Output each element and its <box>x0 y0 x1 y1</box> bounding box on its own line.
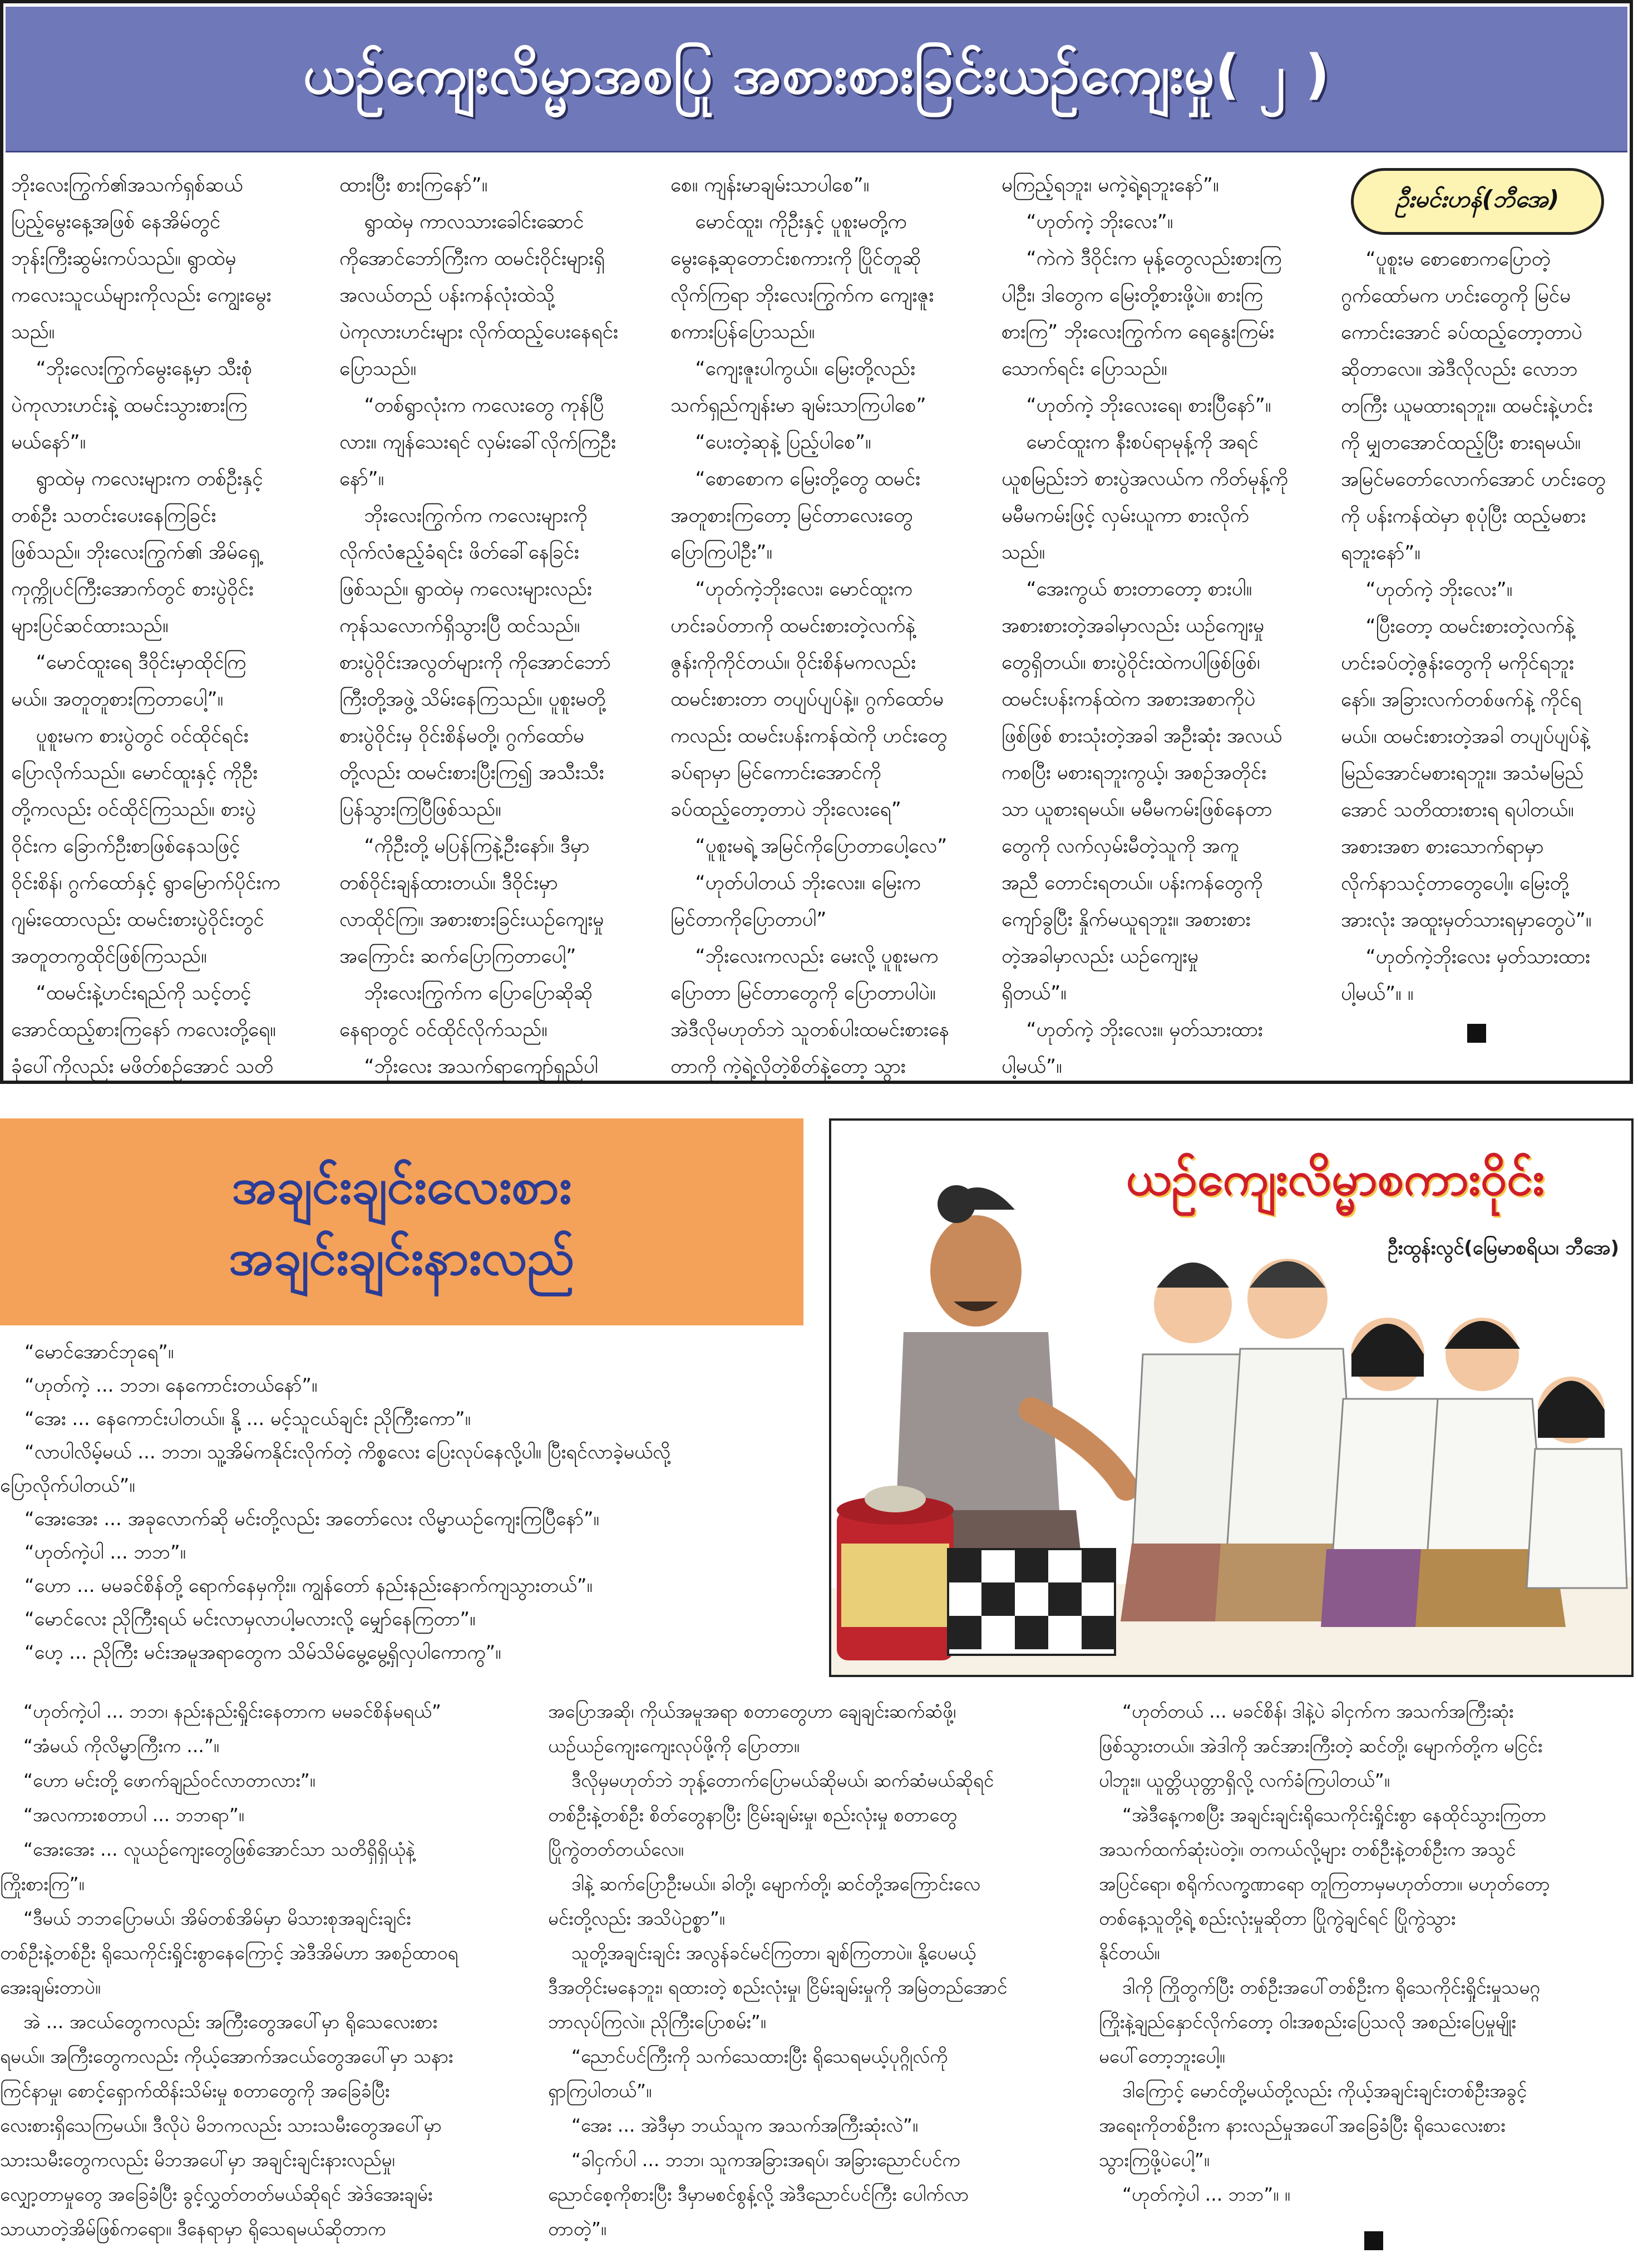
text-line: တစ်ဦးနဲ့တစ်ဦး ရိုသေကိုင်းရှိုင်းစွာနေကြောင့် အဲဒီအိမ်ဟာ အစဉ်ထာဝရ <box>0 1942 458 1964</box>
text-line: အေးချမ်းတာပဲ။ <box>0 1976 101 1998</box>
text-line: ဘိုးလေးကြွက်က ကလေးများကို <box>339 505 588 527</box>
top-article-column-2 <box>339 167 651 1085</box>
text-line: ပြည့်မွေးနေ့အဖြစ် နေအိမ်တွင် <box>11 211 221 233</box>
text-line: အလယ်တည် ပန်းကန်လုံးထဲသို့ <box>339 284 555 307</box>
text-line: လိုက်ကြရာ ဘိုးလေးကြွက်က ကျေးဇူး <box>670 284 934 307</box>
text-line: မယ်နော်”။ <box>11 431 86 453</box>
text-line: ပါဘူး။ ယူတ္တိယုတ္တာရှိလို့ လက်ခံကြပါတယ်”။ <box>1099 1769 1390 1791</box>
text-line: ဆိုတာလေ။ အဲဒီလိုလည်း လောဘ <box>1341 358 1578 381</box>
text-line: “ခါငှက်ပါ ... ဘဘ၊ သူကအခြားအရပ်၊ အခြားညောင်ပင်က <box>548 2149 960 2171</box>
text-line: “ဒီမယ် ဘဘပြောမယ်၊ အိမ်တစ်အိမ်မှာ မိသားစုအချင်းချင်း <box>0 1907 411 1929</box>
text-line: အစားစားတဲ့အခါမှာလည်း ယဉ်ကျေးမှု <box>1001 615 1265 637</box>
text-line: ဝိုင်းက ခြောက်ဦးစာဖြစ်နေသဖြင့် <box>11 835 240 857</box>
checkered-box <box>948 1549 1115 1655</box>
dialogue-line: “ဟေ့ ... ညိုကြီး မင်းအမူအရာတွေက သိမ်သိမ်မွေ့မွေ့ရှိလှပါကောကွ”။ <box>24 1641 501 1664</box>
text-line: လား။ ကျန်သေးရင် လှမ်းခေါ်လိုက်ကြဦး <box>339 431 616 453</box>
text-line: အတူစားကြတော့ မြင်တာလေးတွေ <box>670 505 913 527</box>
text-line: နော်”။ <box>339 468 384 490</box>
text-line: “ဟုတ်ကဲ့ ဘိုးလေးရေ၊ စားပြီနော်”။ <box>1001 395 1271 417</box>
illustration-byline: ဦးထွန်းလွင်(မြေမာစရိယ၊ ဘီအေ) <box>1387 1237 1619 1259</box>
text-line: မောင်ထူးက နီးစပ်ရာမုန့်ကို အရင် <box>1001 431 1259 453</box>
text-line: နေရာတွင် ဝင်ထိုင်လိုက်သည်။ <box>339 1019 547 1041</box>
text-line: ကုက္ကိုပင်ကြီးအောက်တွင် စားပွဲဝိုင်း <box>11 578 254 600</box>
text-line: ကုန်သလောက်ရှိသွားပြီ ထင်သည်။ <box>339 615 580 637</box>
text-line: လေးစားရှိသေကြမယ်။ ဒီလိုပဲ မိဘကလည်း သားသမီးတွေအပေါ်မှာ <box>0 2114 442 2136</box>
text-line: “ဟုတ်ကဲ့ဘိုးလေး မှတ်သားထား <box>1341 946 1590 968</box>
text-line: အောင်ထည့်စားကြနော် ကလေးတို့ရေ။ <box>11 1019 276 1041</box>
text-line: လာထိုင်ကြ။ အစားစားခြင်းယဉ်ကျေးမှု <box>339 909 604 931</box>
text-line: “ပေးတဲ့ဆုနဲ့ ပြည့်ပါစေ”။ <box>670 431 871 453</box>
dialogue-line: “ဟုတ်ကဲ့ ... ဘဘ၊ နေကောင်းတယ်နော်”။ <box>24 1374 318 1397</box>
text-line: ဒီအတိုင်းမနေဘူး၊ ရထားတဲ့ စည်းလုံးမှု၊ ငြိမ်းချမ်းမှုကို အမြဲတည်အောင် <box>548 1976 1008 1998</box>
text-line: အတူတကွထိုင်ဖြစ်ကြသည်။ <box>11 945 207 968</box>
text-line: အမြင်မတော်လောက်အောင် ဟင်းတွေ <box>1341 469 1606 491</box>
text-line: တကြီး ယူမထားရဘူး။ ထမင်းနဲ့ဟင်း <box>1341 395 1593 417</box>
text-line: ဖြစ်သွားတယ်။ အဲဒါကို အင်အားကြီးတဲ့ ဆင်တို့၊ မျောက်တို့က မငြင်း <box>1099 1735 1543 1757</box>
dialogue-line: “မောင်လေး ညိုကြီးရယ် မင်းလာမှလာပါ့မလားလို့ မျှော်နေကြတာ”။ <box>24 1608 476 1630</box>
text-line: တဲ့အခါမှာလည်း ယဉ်ကျေးမှု <box>1001 945 1199 968</box>
text-line: “အဲဒီနေ့ကစပြီး အချင်းချင်းရိုသေကိုင်းရှိုင်းစွာ နေထိုင်သွားကြတာ <box>1099 1804 1547 1826</box>
top-article-column-3 <box>670 167 982 1085</box>
text-line: ရှာကြပါတယ်”။ <box>548 2080 652 2102</box>
text-line: အစားအစာ စားသောက်ရာမှာ <box>1341 836 1544 858</box>
text-line: ဖြစ်သည်။ ဘိုးလေးကြွက်၏ အိမ်ရှေ့ <box>11 541 260 564</box>
text-line: ရွာထဲမှ ကလေးများက တစ်ဦးနှင့် <box>11 468 263 490</box>
text-line: ဘုန်းကြီးဆွမ်းကပ်သည်။ ရွာထဲမှ <box>11 248 236 270</box>
text-line: အပြောအဆို၊ ကိုယ်အမူအရာ စတာတွေဟာ ချေချင်းဆက်ဆံဖို့၊ <box>548 1700 956 1722</box>
text-line: “အံမယ် ကိုလိမ္မာကြီးက ...”။ <box>0 1735 219 1757</box>
text-line: “ထမင်းနဲ့ဟင်းရည်ကို သင့်တင့် <box>11 982 251 1004</box>
text-line: ကို ပန်းကန်ထဲမှာ စုပုံပြီး ထည့်မစား <box>1341 505 1586 527</box>
text-line: တစ်ဝိုင်းချန်ထားတယ်။ ဒီဝိုင်းမှာ <box>339 872 558 894</box>
text-line: များပြင်ဆင်ထားသည်။ <box>11 615 169 637</box>
text-line: မမီမကမ်းဖြင့် လှမ်းယူကာ စားလိုက် <box>1001 505 1249 527</box>
text-line: သူတို့အချင်းချင်း အလွန်ခင်မင်ကြတာ၊ ချစ်ကြတာပဲ။ နို့ပေမယ့် <box>548 1942 976 1964</box>
text-line: ဂွက်ထော်မက ဟင်းတွေကို မြင်မ <box>1341 285 1571 307</box>
bottom-title-line-2: အချင်းချင်းနားလည် <box>229 1229 575 1286</box>
text-line: မကြည့်ရဘူး၊ မကဲ့ရဲ့ရဘူးနော်”။ <box>1001 174 1219 196</box>
text-line: စေ။ ကျန်းမာချမ်းသာပါစေ”။ <box>670 174 870 196</box>
text-line: ညောင်စေ့ကိုစားပြီး ဒီမှာမစင်စွန့်လို့ အဲဒီညောင်ပင်ကြီး ပေါက်လာ <box>548 2183 969 2205</box>
text-line: တွေရှိတယ်။ စားပွဲဝိုင်းထဲကပါဖြစ်ဖြစ်၊ <box>1001 652 1260 674</box>
text-line: ကျော်ခွပြီး နှိုက်မယူရဘူး။ အစားစား <box>1001 909 1251 931</box>
text-line: ကြိုးနဲ့ချည်နှောင်လိုက်တော့ ဝါးအစည်းပြေသလို အစည်းပြေမှုမျိုး <box>1099 2011 1516 2033</box>
text-line: သာ ယူစားရမယ်။ မမီမကမ်းဖြစ်နေတာ <box>1001 798 1272 821</box>
text-line: စားပွဲဝိုင်းမှ ဝိုင်းစိန်မတို့၊ ဂွက်ထော်မ <box>339 725 584 747</box>
text-line: အကြောင်း ဆက်ပြောကြတာပေါ့” <box>339 945 576 968</box>
top-article-column-1 <box>11 167 323 1085</box>
text-line: “ကဲကဲ ဒီဝိုင်းက မုန့်တွေလည်းစားကြ <box>1001 248 1282 270</box>
text-line: “တစ်ရွာလုံးက ကလေးတွေ ကုန်ပြီ <box>339 395 604 417</box>
text-line: “စောစောက မြေးတို့တွေ ထမင်း <box>670 468 921 490</box>
top-article-column-5 <box>1341 241 1614 1012</box>
text-line: ကြိုးစားကြ”။ <box>0 1873 85 1895</box>
text-line: “ညောင်ပင်ကြီးကို သက်သေထားပြီး ရိုသေရမယ့်ပုဂ္ဂိုလ်ကို <box>548 2045 948 2067</box>
text-line: ပြောတာ မြင်တာတွေကို ပြောတာပါပဲ။ <box>670 982 936 1004</box>
text-line: ကိုအောင်ဘော်ကြီးက ထမင်းဝိုင်းများရှိ <box>339 248 605 270</box>
text-line: မွေးနေ့ဆုတောင်းစကားကို ပြိုင်တူဆို <box>670 248 921 270</box>
text-line: “ဘိုးလေးကြွက်မွေးနေ့မှာ သီးစုံ <box>11 358 253 380</box>
text-line: မယ်။ အတူတူစားကြတာပေါ့”။ <box>11 688 224 711</box>
text-line: ခပ်ထည့်တော့တာပဲ ဘိုးလေးရေ” <box>670 798 901 821</box>
text-line: “အေးကွယ် စားတာတော့ စားပါ။ <box>1001 578 1252 600</box>
dialogue-line: “ဟော ... မမခင်စိန်တို့ ရောက်နေမှကိုး။ ကျွန်တော် နည်းနည်းနောက်ကျသွားတယ်”။ <box>24 1575 593 1597</box>
dialogue-line: ပြောလိုက်ပါတယ်”။ <box>0 1475 135 1497</box>
text-line: ဘိုးလေးကြွက်က ပြောပြောဆိုဆို <box>339 982 593 1004</box>
text-line: မြည်အောင်မစားရဘူး။ အသံမမြည် <box>1341 762 1584 785</box>
text-line: “ဟုတ်ကဲ့ ဘိုးလေး။ မှတ်သားထား <box>1001 1019 1263 1041</box>
text-line: ဂျမ်းထောလည်း ထမင်းစားပွဲဝိုင်းတွင် <box>11 909 264 931</box>
text-line: တို့ကလည်း ဝင်ထိုင်ကြသည်။ စားပွဲ <box>11 798 256 821</box>
text-line: အဲ ... အငယ်တွေကလည်း အကြီးတွေအပေါ်မှာ ရိုသေလေးစား <box>0 2011 437 2033</box>
text-line: ကလေးသူငယ်များကိုလည်း ကျွေးမွေး <box>11 284 272 307</box>
text-line: သားသမီးတွေကလည်း မိဘအပေါ်မှာ အချင်းချင်းနားလည်မှု၊ <box>0 2149 395 2171</box>
text-line: ကြီးတို့အဖွဲ့ သိမ်းနေကြသည်။ ပူစူးမတို့ <box>339 688 606 711</box>
text-line: ဘိုးလေးကြွက်၏အသက်ရှစ်ဆယ် <box>11 174 243 196</box>
text-line: စားကြ” ဘိုးလေးကြွက်က ရေနွေးကြမ်း <box>1001 321 1275 343</box>
text-line: လိုက်နာသင့်တာတွေပေါ့။ မြေးတို့ <box>1341 872 1569 895</box>
end-mark <box>1467 1024 1486 1043</box>
text-line: “ပြီးတော့ ထမင်းစားတဲ့လက်နဲ့ <box>1341 615 1575 638</box>
text-line: အရေးကိုတစ်ဦးက နားလည်မှုအပေါ်အခြေခံပြီး ရိုသေလေးစား <box>1099 2114 1506 2136</box>
dialogue-line: “အေးအေး ... အခုလောက်ဆို မင်းတို့လည်း အတော်လေး လိမ္မာယဉ်ကျေးကြပြီနော်”။ <box>24 1508 599 1530</box>
text-line: ဘာလုပ်ကြလဲ။ ညိုကြီးပြောစမ်း”။ <box>548 2011 766 2033</box>
text-line: ရဘူးနော်”။ <box>1341 542 1420 564</box>
text-line: သွားကြဖို့ပဲပေါ့”။ <box>1099 2149 1210 2171</box>
text-line: “အေး ... အဲဒီမှာ ဘယ်သူက အသက်အကြီးဆုံးလဲ”။ <box>548 2114 919 2136</box>
text-line: “ဘိုးလေးကလည်း မေးလို့ ပူစူးမက <box>670 945 939 968</box>
text-line: “ဘိုးလေး အသက်ရာကျော်ရှည်ပါ <box>339 1056 598 1078</box>
bottom-dialogue <box>0 1335 823 1680</box>
text-line: “ဟုတ်ကဲ့ပါ ... ဘဘ”။ ။ <box>1099 2183 1290 2205</box>
bottom-title-line-1: အချင်းချင်းလေးစား <box>231 1157 572 1215</box>
text-line: လျှော့တာမှုတွေ အခြေခံပြီး ခွင့်လွှတ်တတ်မယ်ဆိုရင် အဲဒ်အေးချမ်း <box>0 2183 433 2205</box>
illustration-title: ယဉ်ကျေးလိမ္မာစကားဝိုင်း <box>1126 1151 1545 1206</box>
top-article-column-4 <box>1001 167 1313 1085</box>
text-line: “အေးအေး ... လူယဉ်ကျေးတွေဖြစ်အောင်သာ သတိရှိရှိယုံနဲ့ <box>0 1838 415 1860</box>
text-line: “ဟုတ်ကဲ့ ဘိုးလေး”။ <box>1001 211 1173 233</box>
text-line: တာကို ကဲ့ရဲ့လိုတဲ့စိတ်နဲ့တော့ သွား <box>670 1056 906 1078</box>
text-line: စကားပြန်ပြောသည်။ <box>670 321 815 343</box>
text-line: ကို မျှတအောင်ထည့်ပြီး စားရမယ်။ <box>1341 432 1581 454</box>
text-line: ပြောကြပါဦး”။ <box>670 541 773 564</box>
text-line: ခုံပေါ်ကိုလည်း မဖိတ်စဉ်အောင် သတိ <box>11 1056 274 1078</box>
text-line: သာယာတဲ့အိမ်ဖြစ်ကရော။ ဒီနေရာမှာ ရိုသေရမယ်ဆိုတာက <box>0 2218 386 2240</box>
text-line: ဒီလိုမှမဟုတ်ဘဲ ဘုန့်တောက်ပြောမယ်ဆိုမယ်၊ ဆက်ဆံမယ်ဆိုရင် <box>548 1769 994 1791</box>
text-line: ပြောလိုက်သည်။ မောင်ထူးနှင့် ကိုဦး <box>11 762 258 784</box>
text-line: ပြောသည်။ <box>339 358 417 380</box>
text-line: ဒါကြောင့် မောင်တို့မယ်တို့လည်း ကိုယ့်အချင်းချင်းတစ်ဦးအခွင့် <box>1099 2080 1527 2102</box>
text-line: တစ်ဦးနဲ့တစ်ဦး စိတ်တွေနာပြီး ငြိမ်းချမ်းမှု၊ စည်းလုံးမှု စတာတွေ <box>548 1804 958 1826</box>
text-line: ပြိုကွဲတတ်တယ်လေ။ <box>548 1838 684 1860</box>
text-line: မယ်။ ထမင်းစားတဲ့အခါ တပျပ်ပျပ်နဲ့ <box>1341 726 1590 748</box>
text-line: ပူစူးမက စားပွဲတွင် ဝင်ထိုင်ရင်း <box>11 725 249 747</box>
text-line: “ပူစူးမရဲ့ အမြင်ကိုပြောတာပေါ့လေ” <box>670 835 948 857</box>
text-line: “ဟုတ်တယ် ... မခင်စိန်၊ ဒါနဲ့ပဲ ခါငှက်က အသက်အကြီးဆုံး <box>1099 1700 1514 1722</box>
text-line: မင်းတို့လည်း အသိပဲဥစ္စာ”။ <box>548 1907 725 1929</box>
text-line: ဝိုင်းစိန်၊ ဂွက်ထော်နှင့် ရွာမြောက်ပိုင်းက <box>11 872 280 894</box>
end-mark <box>1364 2231 1383 2250</box>
text-line: ဇွန်းကိုကိုင်တယ်။ ဝိုင်းစိန်မကလည်း <box>670 652 916 674</box>
text-line: ပဲကုလားဟင်းများ လိုက်ထည့်ပေးနေရင်း <box>339 321 618 343</box>
bottom-article-column-3 <box>1099 1694 1630 2212</box>
text-line: ကြင်နာမှု၊ စောင့်ရှောက်ထိန်းသိမ်းမှု စတာတွေကို အခြေခံပြီး <box>0 2080 390 2102</box>
bottom-article-column-1 <box>0 1694 531 2246</box>
text-line: မပေါ်တော့ဘူးပေါ့။ <box>1099 2045 1225 2067</box>
text-line: ထမင်းစားတာ တပျပ်ပျပ်နဲ့။ ဂွက်ထော်မ <box>670 688 944 711</box>
text-line: ရှိတယ်”။ <box>1001 982 1067 1004</box>
text-line: “ကိုဦးတို့ မပြန်ကြနဲ့ဦးနော်။ ဒီမှာ <box>339 835 590 857</box>
dialogue-line: “လာပါလိမ့်မယ် ... ဘဘ၊ သူ့အိမ်ကနိုင်းလိုက်တဲ့ ကိစ္စလေး ပြေးလုပ်နေလို့ပါ။ ပြီးရင်လာခဲ့မယ်လို့ <box>24 1441 671 1463</box>
text-line: ကလည်း ထမင်းပန်းကန်ထဲကို ဟင်းတွေ <box>670 725 948 747</box>
text-line: တစ်နေ့သူတို့ရဲ့ စည်းလုံးမှုဆိုတာ ပြိုကွဲချင်ရင် ပြိုကွဲသွား <box>1099 1907 1456 1929</box>
text-line: အပြင်ရော၊ စရိုက်လက္ခဏာရော တူကြတာမှမဟုတ်တာ။ မဟုတ်တော့ <box>1099 1873 1550 1895</box>
text-line: လိုက်လံဧည့်ခံရင်း ဖိတ်ခေါ်နေခြင်း <box>339 541 579 564</box>
text-line: အောင် သတိထားစားရ ရပါတယ်။ <box>1341 799 1574 821</box>
text-line: “မောင်ထူးရေ ဒီဝိုင်းမှာထိုင်ကြ <box>11 652 246 674</box>
text-line: ရွာထဲမှ ကာလသားခေါင်းဆောင် <box>339 211 584 233</box>
text-line: “ကျေးဇူးပါကွယ်။ မြေးတို့လည်း <box>670 358 916 380</box>
text-line: တာတဲ့”။ <box>548 2218 606 2240</box>
text-line: အဲဒီလိုမဟုတ်ဘဲ သူတစ်ပါးထမင်းစားနေ <box>670 1019 950 1041</box>
text-line: ဒါကို ကြိုတွက်ပြီး တစ်ဦးအပေါ်တစ်ဦးက ရိုသေကိုင်းရှိုင်းမှုသမဂ္ဂ <box>1099 1976 1541 1998</box>
text-line: ထားပြီး စားကြနော်”။ <box>339 174 488 196</box>
text-line: အညီ တောင်းရတယ်။ ပန်းကန်တွေကို <box>1001 872 1263 894</box>
text-line: ရမယ်။ အကြီးတွေကလည်း ကိုယ့်အောက်အငယ်တွေအပေါ်မှာ သနား <box>0 2045 453 2067</box>
text-line: အသက်ထက်ဆုံးပဲတဲ့။ တကယ်လို့များ တစ်ဦးနဲ့တစ်ဦးက အသွင် <box>1099 1838 1516 1860</box>
text-line: ဟင်းခပ်တာကို ထမင်းစားတဲ့လက်နဲ့ <box>670 615 916 637</box>
text-line: ယူစမြည်းဘဲ စားပွဲအလယ်က ကိတ်မုန့်ကို <box>1001 468 1288 490</box>
text-line: ဒါနဲ့ ဆက်ပြောဦးမယ်။ ခါတို့၊ မျောက်တို့၊ ဆင်တို့အကြောင်းလေ <box>548 1873 981 1895</box>
text-line: ပြန်သွားကြပြီဖြစ်သည်။ <box>339 798 501 821</box>
bottom-article-title <box>0 1118 803 1325</box>
text-line: “အလကားစတာပါ ... ဘဘရာ”။ <box>0 1804 244 1826</box>
text-line: ပဲကုလားဟင်းနဲ့ ထမင်းသွားစားကြ <box>11 395 248 417</box>
dialogue-line: “အေး ... နေကောင်းပါတယ်။ နို့ ... မင့်သူငယ်ချင်း ညိုကြီးကော”။ <box>24 1408 471 1430</box>
text-line: နော်။ အခြားလက်တစ်ဖက်နဲ့ ကိုင်ရ <box>1341 689 1582 711</box>
text-line: သည်။ <box>11 321 55 343</box>
text-line: သောက်ရင်း ပြောသည်။ <box>1001 358 1167 380</box>
text-line: ကောင်းအောင် ခပ်ထည့်တော့တာပဲ <box>1341 322 1582 344</box>
text-line: ပါ့မယ်”။ <box>1001 1056 1062 1078</box>
text-line: တို့လည်း ထမင်းစားပြီးကြ၍ အသီးသီး <box>339 762 604 784</box>
text-line: စားပွဲဝိုင်းအလွတ်များကို ကိုအောင်ဘော် <box>339 652 611 674</box>
text-line: “ဟုတ်ပါတယ် ဘိုးလေး။ မြေးက <box>670 872 921 894</box>
text-line: နိုင်တယ်။ <box>1099 1942 1160 1964</box>
text-line: တစ်ဦး သတင်းပေးနေကြခြင်း <box>11 505 216 527</box>
text-line: ပါဦး၊ ဒါတွေက မြေးတို့စားဖို့ပဲ။ စားကြ <box>1001 284 1263 307</box>
top-article-title: ယဉ်ကျေးလိမ္မာအစပြု အစားစားခြင်းယဉ်ကျေးမှု( ၂ ) <box>303 43 1330 106</box>
text-line: “ပူစူးမ စောစောကပြောတဲ့ <box>1341 248 1551 270</box>
text-line: မြင်တာကိုပြောတာပါ” <box>670 909 827 931</box>
dialogue-line: “မောင်အောင်ဘုရေ”။ <box>24 1341 174 1363</box>
text-line: “ဟော မင်းတို့ ဖောက်ချည်ဝင်လာတာလား”။ <box>0 1769 315 1791</box>
text-line: ကစပြီး မစားရဘူးကွယ့်၊ အစဉ်အတိုင်း <box>1001 762 1267 784</box>
text-line: “ဟုတ်ကဲ့ပါ ... ဘဘ၊ နည်းနည်းရှိုင်းနေတာက မမခင်စိန်မရယ်” <box>0 1700 441 1722</box>
text-line: သက်ရှည်ကျန်းမာ ချမ်းသာကြပါစေ” <box>670 395 926 417</box>
text-line: ထမင်းပန်းကန်ထဲက အစားအစာကိုပဲ <box>1001 688 1256 711</box>
text-line: ခပ်ရာမှာ မြင်ကောင်းအောင်ကို <box>670 762 881 784</box>
text-line: ယဉ်ယဉ်ကျေးကျေးလုပ်ဖို့ကို ပြောတာ။ <box>548 1735 800 1757</box>
bottom-article-column-2 <box>548 1694 1079 2246</box>
text-line: အားလုံး အထူးမှတ်သားရမှာတွေပဲ”။ <box>1341 909 1592 931</box>
text-line: “ဟုတ်ကဲ့ဘိုးလေး၊ မောင်ထူးက <box>670 578 912 600</box>
text-line: မောင်ထူး၊ ကိုဦးနှင့် ပူစူးမတို့က <box>670 211 907 233</box>
text-line: ပါ့မယ်”။ ။ <box>1341 983 1414 1005</box>
text-line: ဖြစ်ဖြစ် စားသုံးတဲ့အခါ အဦးဆုံး အလယ် <box>1001 725 1282 747</box>
text-line: ဟင်းခပ်တဲ့ဇွန်းတွေကို မကိုင်ရဘူး <box>1341 652 1574 674</box>
text-line: တွေကို လက်လှမ်းမီတဲ့သူကို အကူ <box>1001 835 1239 857</box>
text-line: သည်။ <box>1001 541 1045 564</box>
lacquer-box <box>837 1486 954 1660</box>
dialogue-line: “ဟုတ်ကဲ့ပါ ... ဘဘ”။ <box>24 1541 186 1564</box>
author-badge: ဦးမင်းဟန်(ဘီအေ) <box>1351 168 1604 235</box>
text-line: “ဟုတ်ကဲ့ ဘိုးလေး”။ <box>1341 579 1513 601</box>
text-line: ဖြစ်သည်။ ရွာထဲမှ ကလေးများလည်း <box>339 578 592 600</box>
